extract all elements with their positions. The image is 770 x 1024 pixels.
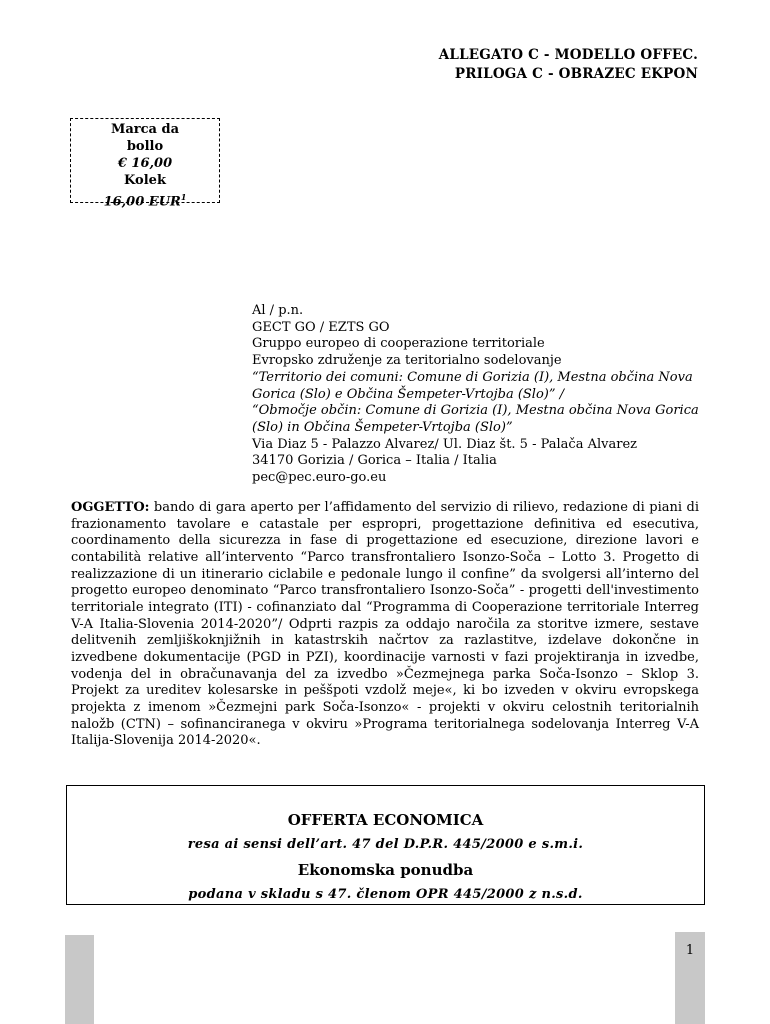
address-line-gruppo: Gruppo europeo di cooperazione territoriale <box>252 336 545 352</box>
left-margin-bar <box>65 935 94 1024</box>
header-line-allegato: ALLEGATO C - MODELLO OFFEC. <box>438 47 698 63</box>
recipient-address <box>252 303 702 487</box>
document-header <box>439 46 698 84</box>
stamp-amount-kolek <box>71 189 219 210</box>
address-line-pec-email: pec@pec.euro-go.eu <box>252 470 387 486</box>
stamp-line-bollo: bollo <box>126 139 164 154</box>
address-line-obmocje: “Območje občin: Comune di Gorizia (I), Mestna občina Nova Gorica (Slo) in Občina Šempeter-Vrtojba (Slo)” <box>252 403 699 435</box>
address-line-street: Via Diaz 5 - Palazzo Alvarez/ Ul. Diaz št. 5 - Palača Alvarez <box>252 436 637 452</box>
page-number: 1 <box>685 943 695 958</box>
revenue-stamp-box <box>70 118 220 210</box>
subject-paragraph <box>71 500 699 750</box>
address-line-gect: GECT GO / EZTS GO <box>252 319 390 335</box>
address-line-evropsko: Evropsko združenje za teritorialno sodelovanje <box>252 353 562 369</box>
offer-title-sl: Ekonomska ponudba <box>297 861 474 879</box>
stamp-amount-text: 16,00 EUR <box>103 194 181 210</box>
economic-offer-box <box>66 785 705 905</box>
stamp-line-kolek: Kolek <box>124 173 166 188</box>
offer-subtitle-it: resa ai sensi dell’art. 47 del D.P.R. 445/2000 e s.m.i. <box>187 837 584 852</box>
address-line-al: Al / p.n. <box>252 303 304 318</box>
stamp-line-marca: Marca da <box>110 122 180 137</box>
header-line-priloga: PRILOGA C - OBRAZEC EKPON <box>454 66 698 82</box>
address-line-city: 34170 Gorizia / Gorica – Italia / Italia <box>252 453 497 469</box>
subject-text: bando di gara aperto per l’affidamento del servizio di rilievo, redazione di piani di frazionamento tavolare e catastale per espropri, progettazione definitiva ed esecutiva, coordinamento della sicurezza in fase di progettazione ed esecuzione, direzione lavori e contabilità relative all’intervento “Parco transfrontaliero Isonzo-Soča – Lotto 3. Progetto di realizzazione di un itinerario ciclabile e pedonale lungo il confine” da svolgersi all’interno del progetto europeo denominato “Parco transfrontaliero Isonzo-Soča” - progetti dell'investimento territoriale integrato (ITI) - cofinanziato dal “Programma di Cooperazione territoriale Interreg V-A Italia-Slovenia 2014-2020”/ Odprti razpis za oddajo naročila za storitve izmere, sestave delitvenih zemljiškoknjižnih in katastrskih načrtov za razlastitve, izdelave dokončne in izvedbene dokumentacije (PGD in PZI), koordinacije varnosti v fazi projektiranja in izvedbe, vodenja del in obračunavanja del za izvedbo »Čezmejnega parka Soča-Isonzo – Sklop 3. Projekt za ureditev kolesarske in peššpoti vzdolž meje«, ki bo izveden v okviru evropskega projekta z imenom »Čezmejni park Soča-Isonzo« - projekti v okviru celostnih teritorialnih naložb (CTN) – sofinanciranega v okviru »Programa teritorialnega sodelovanja Interreg V-A Italija-Slovenija 2014-2020«. <box>71 500 699 749</box>
stamp-amount-eur: € 16,00 <box>117 156 173 171</box>
offer-subtitle-sl: podana v skladu s 47. členom OPR 445/2000 z n.s.d. <box>188 887 583 902</box>
address-line-territorio: “Territorio dei comuni: Comune di Gorizia (I), Mestna občina Nova Gorica (Slo) e Občina Šempeter-Vrtojba (Slo)” / <box>252 369 693 402</box>
subject-label: OGGETTO: <box>71 500 150 515</box>
footnote-marker: 1 <box>180 192 187 202</box>
offer-title-it: OFFERTA ECONOMICA <box>287 811 484 829</box>
